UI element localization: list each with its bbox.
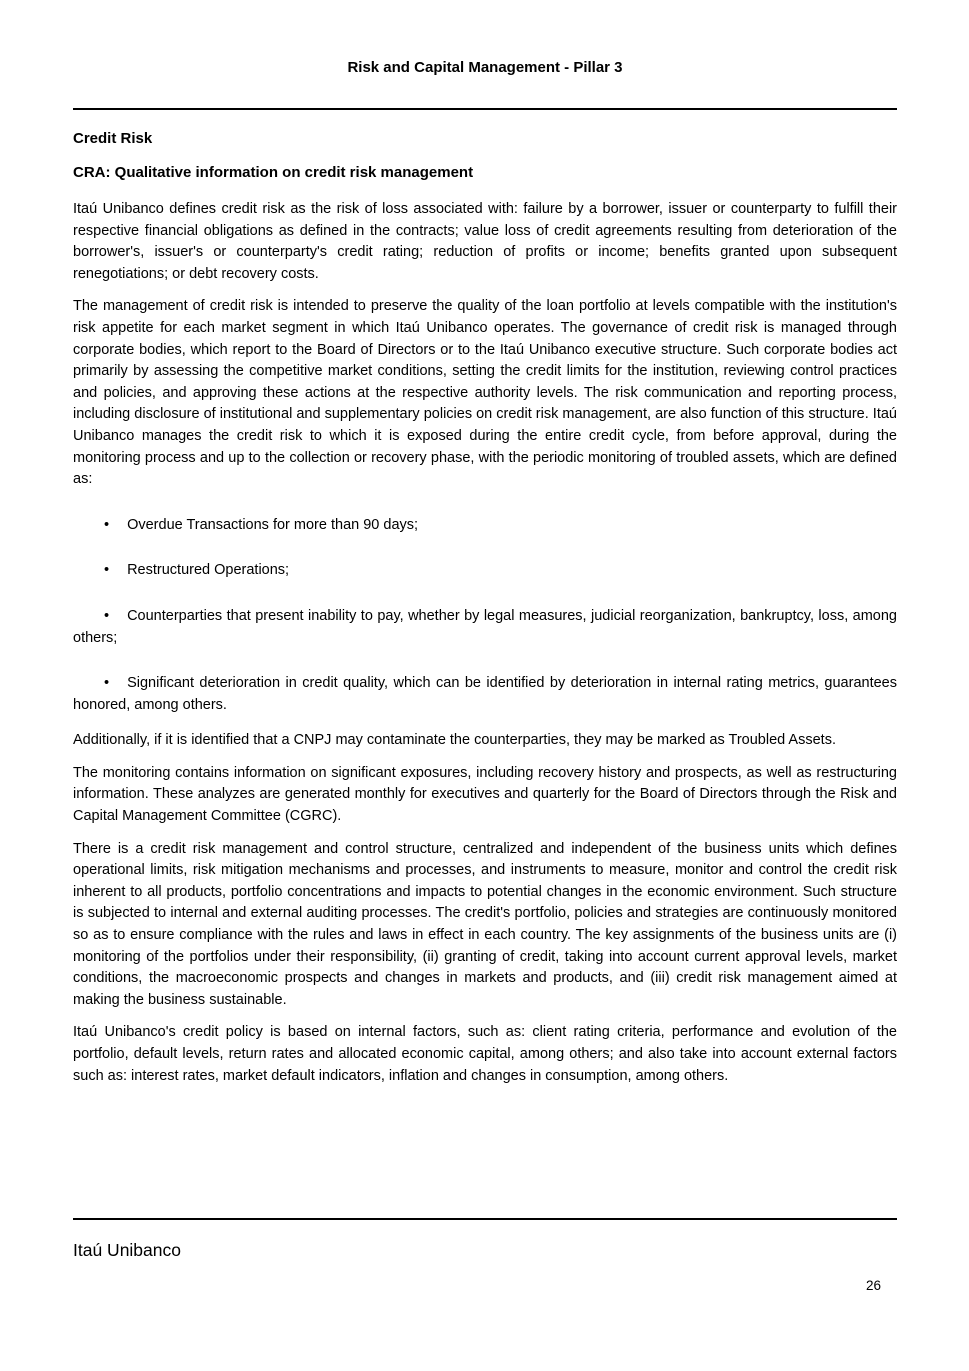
page-content	[73, 0, 897, 1087]
bullet-icon: •	[104, 675, 110, 692]
header-divider	[73, 108, 897, 110]
page-number: 26	[865, 1278, 881, 1293]
bullet-text: Counterparties that present inability to pay, whether by legal measures, judicial reorganization, bankruptcy, loss, among others;	[73, 607, 897, 646]
bullet-item-restructured	[73, 560, 897, 582]
bullet-icon: •	[104, 607, 110, 624]
bullet-text: Overdue Transactions for more than 90 days;	[127, 516, 419, 533]
paragraph-credit-risk-management: The management of credit risk is intended to preserve the quality of the loan portfolio at levels compatible with the institution's risk appetite for each market segment in which Itaú Unibanco operates. The governance of credit risk is managed through corporate bodies, which report to the Board of Directors or to the Itaú Unibanco executive structure. Such corporate bodies act primarily by assessing the competitive market conditions, setting the credit limits for the institution, reviewing control practices and policies, and approving these actions at the respective authority levels. The risk communication and reporting process, including disclosure of institutional and supplementary policies on credit risk management, are also function of this structure. Itaú Unibanco manages the credit risk to which it is exposed during the entire credit cycle, from before approval, during the monitoring process and up to the collection or recovery phase, with the periodic monitoring of troubled assets, which are defined as:	[73, 298, 897, 488]
bullet-text: Significant deterioration in credit quality, which can be identified by deterioration in internal rating metrics, guarantees honored, among others.	[73, 675, 897, 713]
footer-divider	[73, 1218, 897, 1220]
paragraph-control-structure: There is a credit risk management and control structure, centralized and independent of the business units which defines operational limits, risk mitigation mechanisms and processes, and instruments to measure, monitor and control the credit risk inherent to all products, portfolio concentrations and impacts to potential changes in the economic environment. Such structure is subjected to internal and external auditing processes. The credit's portfolio, policies and strategies are continuously monitored so as to ensure compliance with the rules and laws in effect in each country. The key assignments of the business units are (i) monitoring of the portfolios under their responsibility, (ii) granting of credit, taking into account current approval levels, market conditions, the macroeconomic prospects and changes in markets and products, and (iii) credit risk management aimed at making the business sustainable.	[73, 840, 897, 1008]
document-header-title: Risk and Capital Management - Pillar 3	[347, 59, 623, 76]
paragraph-credit-policy: Itaú Unibanco's credit policy is based on internal factors, such as: client rating criteria, performance and evolution of the portfolio, default levels, return rates and allocated economic capital, among others; and also take into account external factors such as: interest rates, market default indicators, inflation and changes in consumption, among others.	[73, 1024, 897, 1084]
paragraph-cnpj-troubled-assets: Additionally, if it is identified that a CNPJ may contaminate the counterparties, they may be marked as Troubled Assets.	[73, 732, 836, 749]
footer-brand: Itaú Unibanco	[73, 1240, 181, 1260]
bullet-item-counterparties	[73, 606, 897, 649]
paragraph-credit-risk-definition: Itaú Unibanco defines credit risk as the risk of loss associated with: failure by a borrower, issuer or counterparty to fulfill their respective financial obligations as defined in the contracts; value loss of credit agreements resulting from deterioration of the borrower's, issuer's or counterparty's credit rating; reduction of profits or income; benefits granted upon subsequent renegotiations; or debt recovery costs.	[73, 201, 897, 282]
subsection-heading-cra: CRA: Qualitative information on credit risk management	[73, 164, 474, 181]
page-footer	[73, 1218, 897, 1294]
bullet-icon: •	[104, 562, 110, 579]
bullet-text: Restructured Operations;	[127, 562, 290, 579]
bullet-item-deterioration	[73, 673, 897, 716]
bullet-list	[73, 515, 897, 717]
section-heading-credit-risk: Credit Risk	[73, 130, 153, 147]
bullet-item-overdue	[73, 515, 897, 537]
paragraph-monitoring: The monitoring contains information on significant exposures, including recovery history and prospects, as well as restructuring information. These analyzes are generated monthly for executives and quarterly for the Board of Directors through the Risk and Capital Management Committee (CGRC).	[73, 764, 897, 825]
bullet-icon: •	[104, 516, 110, 533]
